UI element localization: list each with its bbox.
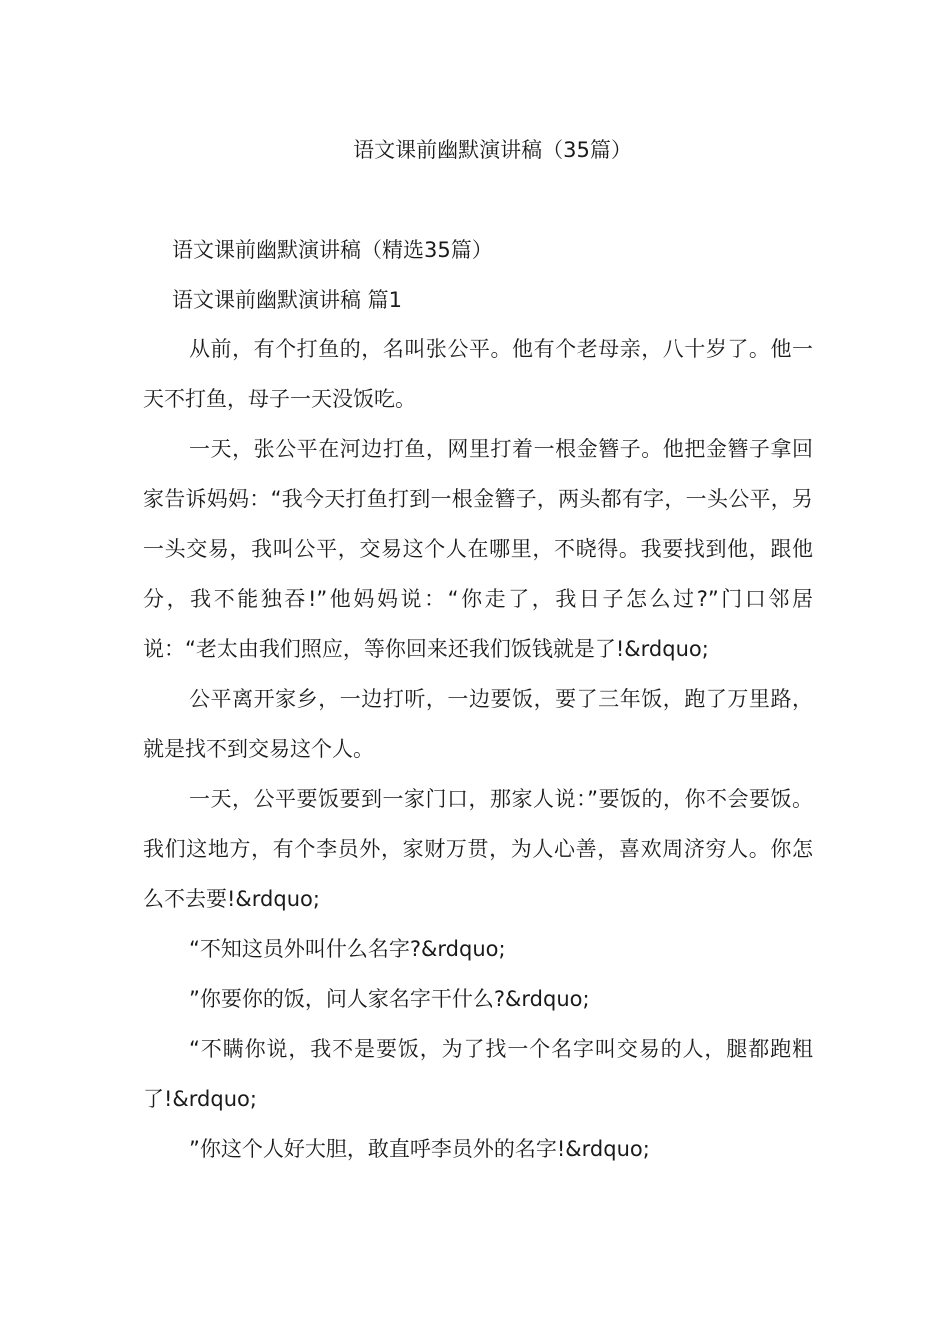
paragraph: “不知这员外叫什么名字?&rdquo; <box>189 937 506 961</box>
paragraph: ”你要你的饭，问人家名字干什么?&rdquo; <box>189 987 590 1011</box>
document-title: 语文课前幽默演讲稿（35篇） <box>353 138 632 162</box>
paragraph: 一天，公平要饭要到一家门口，那家人说：”要饭的，你不会要饭。我们这地方，有个李员外，家财万贯，为人心善，喜欢周济穷人。你怎么不去要!&rdquo; <box>143 787 813 911</box>
paragraph: “不瞒你说，我不是要饭，为了找一个名字叫交易的人，腿都跑粗了!&rdquo; <box>143 1037 813 1111</box>
paragraph: ”你这个人好大胆，敢直呼李员外的名字!&rdquo; <box>189 1137 650 1161</box>
paragraph: 一天，张公平在河边打鱼，网里打着一根金簪子。他把金簪子拿回家告诉妈妈：“我今天打鱼打到一根金簪子，两头都有字，一头公平，另一头交易，我叫公平，交易这个人在哪里，不晓得。我要找到他，跟他分，我不能独吞!”他妈妈说：“你走了，我日子怎么过?”门口邻居说：“老太由我们照应，等你回来还我们饭钱就是了!&rdquo; <box>143 437 813 661</box>
paragraph: 公平离开家乡，一边打听，一边要饭，要了三年饭，跑了万里路，就是找不到交易这个人。 <box>143 687 813 761</box>
paragraph: 从前，有个打鱼的，名叫张公平。他有个老母亲，八十岁了。他一天不打鱼，母子一天没饭吃。 <box>143 337 813 411</box>
document-subtitle: 语文课前幽默演讲稿（精选35篇） <box>172 238 493 262</box>
section-heading: 语文课前幽默演讲稿 篇1 <box>172 288 403 312</box>
document-body <box>143 324 813 1174</box>
